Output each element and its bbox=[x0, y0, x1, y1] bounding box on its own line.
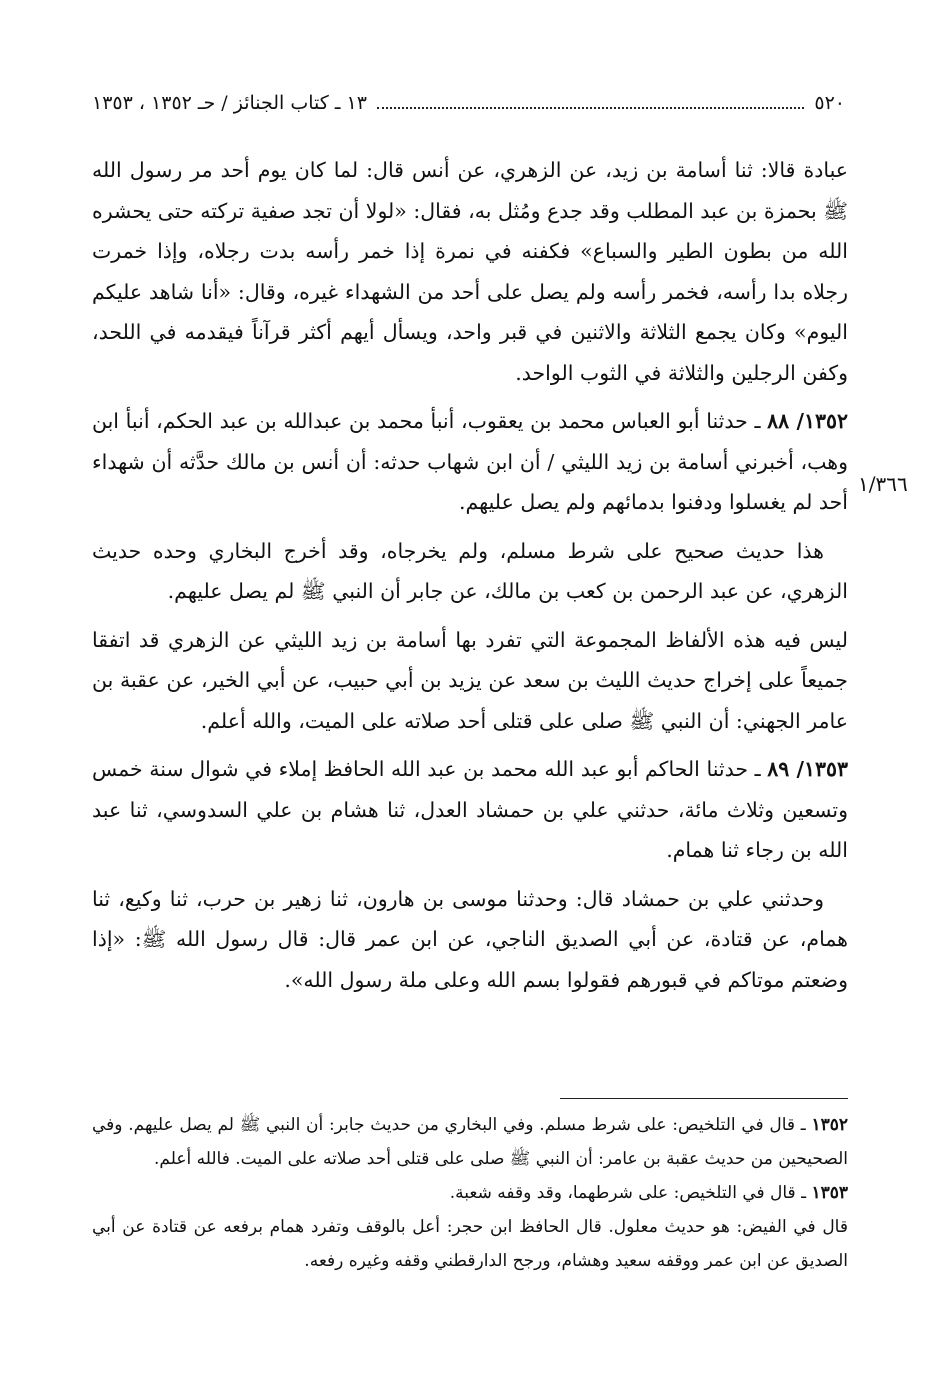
hadith-chain-paragraph: وحدثني علي بن حمشاد قال: وحدثنا موسى بن هارون، ثنا زهير بن حرب، ثنا وكيع، ثنا همام، عن قتادة، عن أبي الصديق الناجي، عن ابن عمر قال: قال رسول الله ﷺ: «إذا وضعتم موتاكم في قبورهم فقولوا بسم الله وعلى ملة رسول الله». bbox=[92, 886, 848, 992]
hadith-number: ١٣٥٢/ ٨٨ bbox=[767, 409, 848, 433]
footnote-number: ١٣٥٢ bbox=[811, 1115, 848, 1135]
footnote-text: ـ قال في التلخيص: على شرطهما، وقد وقفه شعبة. bbox=[449, 1183, 807, 1203]
footnote-separator bbox=[560, 1098, 848, 1099]
footnotes bbox=[92, 1108, 848, 1278]
footnote-1352 bbox=[92, 1108, 848, 1176]
margin-reference: ١/٣٦٦ bbox=[858, 472, 908, 496]
footnote-1353 bbox=[92, 1176, 848, 1210]
hadith-text: ـ حدثنا أبو العباس محمد بن يعقوب، أنبأ محمد بن عبدالله بن عبد الحكم، أنبأ ابن وهب، أخبرني أسامة بن زيد الليثي / أن ابن شهاب حدثه: أن أنس بن مالك حدَّثه أن شهداء أحد لم يغسلوا ودفنوا بدمائهم ولم يصل عليهم. bbox=[92, 409, 848, 514]
hadith-1353 bbox=[92, 749, 848, 871]
main-text bbox=[92, 150, 848, 1000]
running-title: ١٣ ـ كتاب الجنائز / حـ ١٣٥٢ ، ١٣٥٣ bbox=[92, 92, 367, 114]
footnote-text: ـ قال في التلخيص: على شرط مسلم. وفي البخاري من حديث جابر: أن النبي ﷺ لم يصل عليهم. وفي الصحيحين من حديث عقبة بن عامر: أن النبي ﷺ صلى على قتلى أحد صلاته على الميت. فالله أعلم. bbox=[92, 1115, 848, 1169]
header-dot-leader bbox=[377, 97, 804, 109]
commentary-paragraph: ليس فيه هذه الألفاظ المجموعة التي تفرد بها أسامة بن زيد الليثي عن الزهري قد اتفقا جميعاً على إخراج حديث الليث بن سعد عن يزيد بن أبي حبيب، عن أبي الخير، عن عقبة بن عامر الجهني: أن النبي ﷺ صلى على قتلى أحد صلاته على الميت، والله أعلم. bbox=[92, 627, 848, 733]
hadith-text: ـ حدثنا الحاكم أبو عبد الله محمد بن عبد الله الحافظ إملاء في شوال سنة خمس وتسعين وثلاث مائة، حدثني علي بن حمشاد العدل، ثنا هشام بن علي السدوسي، ثنا عبد الله بن رجاء ثنا همام. bbox=[92, 757, 848, 862]
page-number: ٥٢٠ bbox=[814, 92, 845, 114]
footnote-number: ١٣٥٣ bbox=[811, 1183, 848, 1203]
commentary-paragraph: هذا حديث صحيح على شرط مسلم، ولم يخرجاه، وقد أخرج البخاري وحده حديث الزهري، عن عبد الرحمن بن كعب بن مالك، عن جابر أن النبي ﷺ لم يصل عليهم. bbox=[92, 538, 848, 603]
paragraph-continuation: عبادة قالا: ثنا أسامة بن زيد، عن الزهري، عن أنس قال: لما كان يوم أحد مر رسول الله ﷺ بحمزة بن عبد المطلب وقد جدع ومُثل به، فقال: «لولا أن تجد صفية تركته حتى يحشره الله من بطون الطير والسباع» فكفنه في نمرة إذا خمر رأسه بدت رجلاه، وإذا خمرت رجلاه بدا رأسه، فخمر رأسه ولم يصل على أحد من الشهداء غيره، وقال: «أنا شاهد عليكم اليوم» وكان يجمع الثلاثة والاثنين في قبر واحد، ويسأل أيهم أكثر قرآناً فيقدمه في اللحد، وكفن الرجلين والثلاثة في الثوب الواحد. bbox=[92, 158, 848, 385]
hadith-1352 bbox=[92, 401, 848, 523]
footnote-continuation: قال في الفيض: هو حديث معلول. قال الحافظ ابن حجر: أعل بالوقف وتفرد همام برفعه عن قتادة عن أبي الصديق عن ابن عمر ووقفه سعيد وهشام، ورجح الدارقطني وقفه وغيره رفعه. bbox=[92, 1217, 848, 1271]
hadith-number: ١٣٥٣/ ٨٩ bbox=[767, 757, 848, 781]
page-header bbox=[92, 88, 845, 118]
